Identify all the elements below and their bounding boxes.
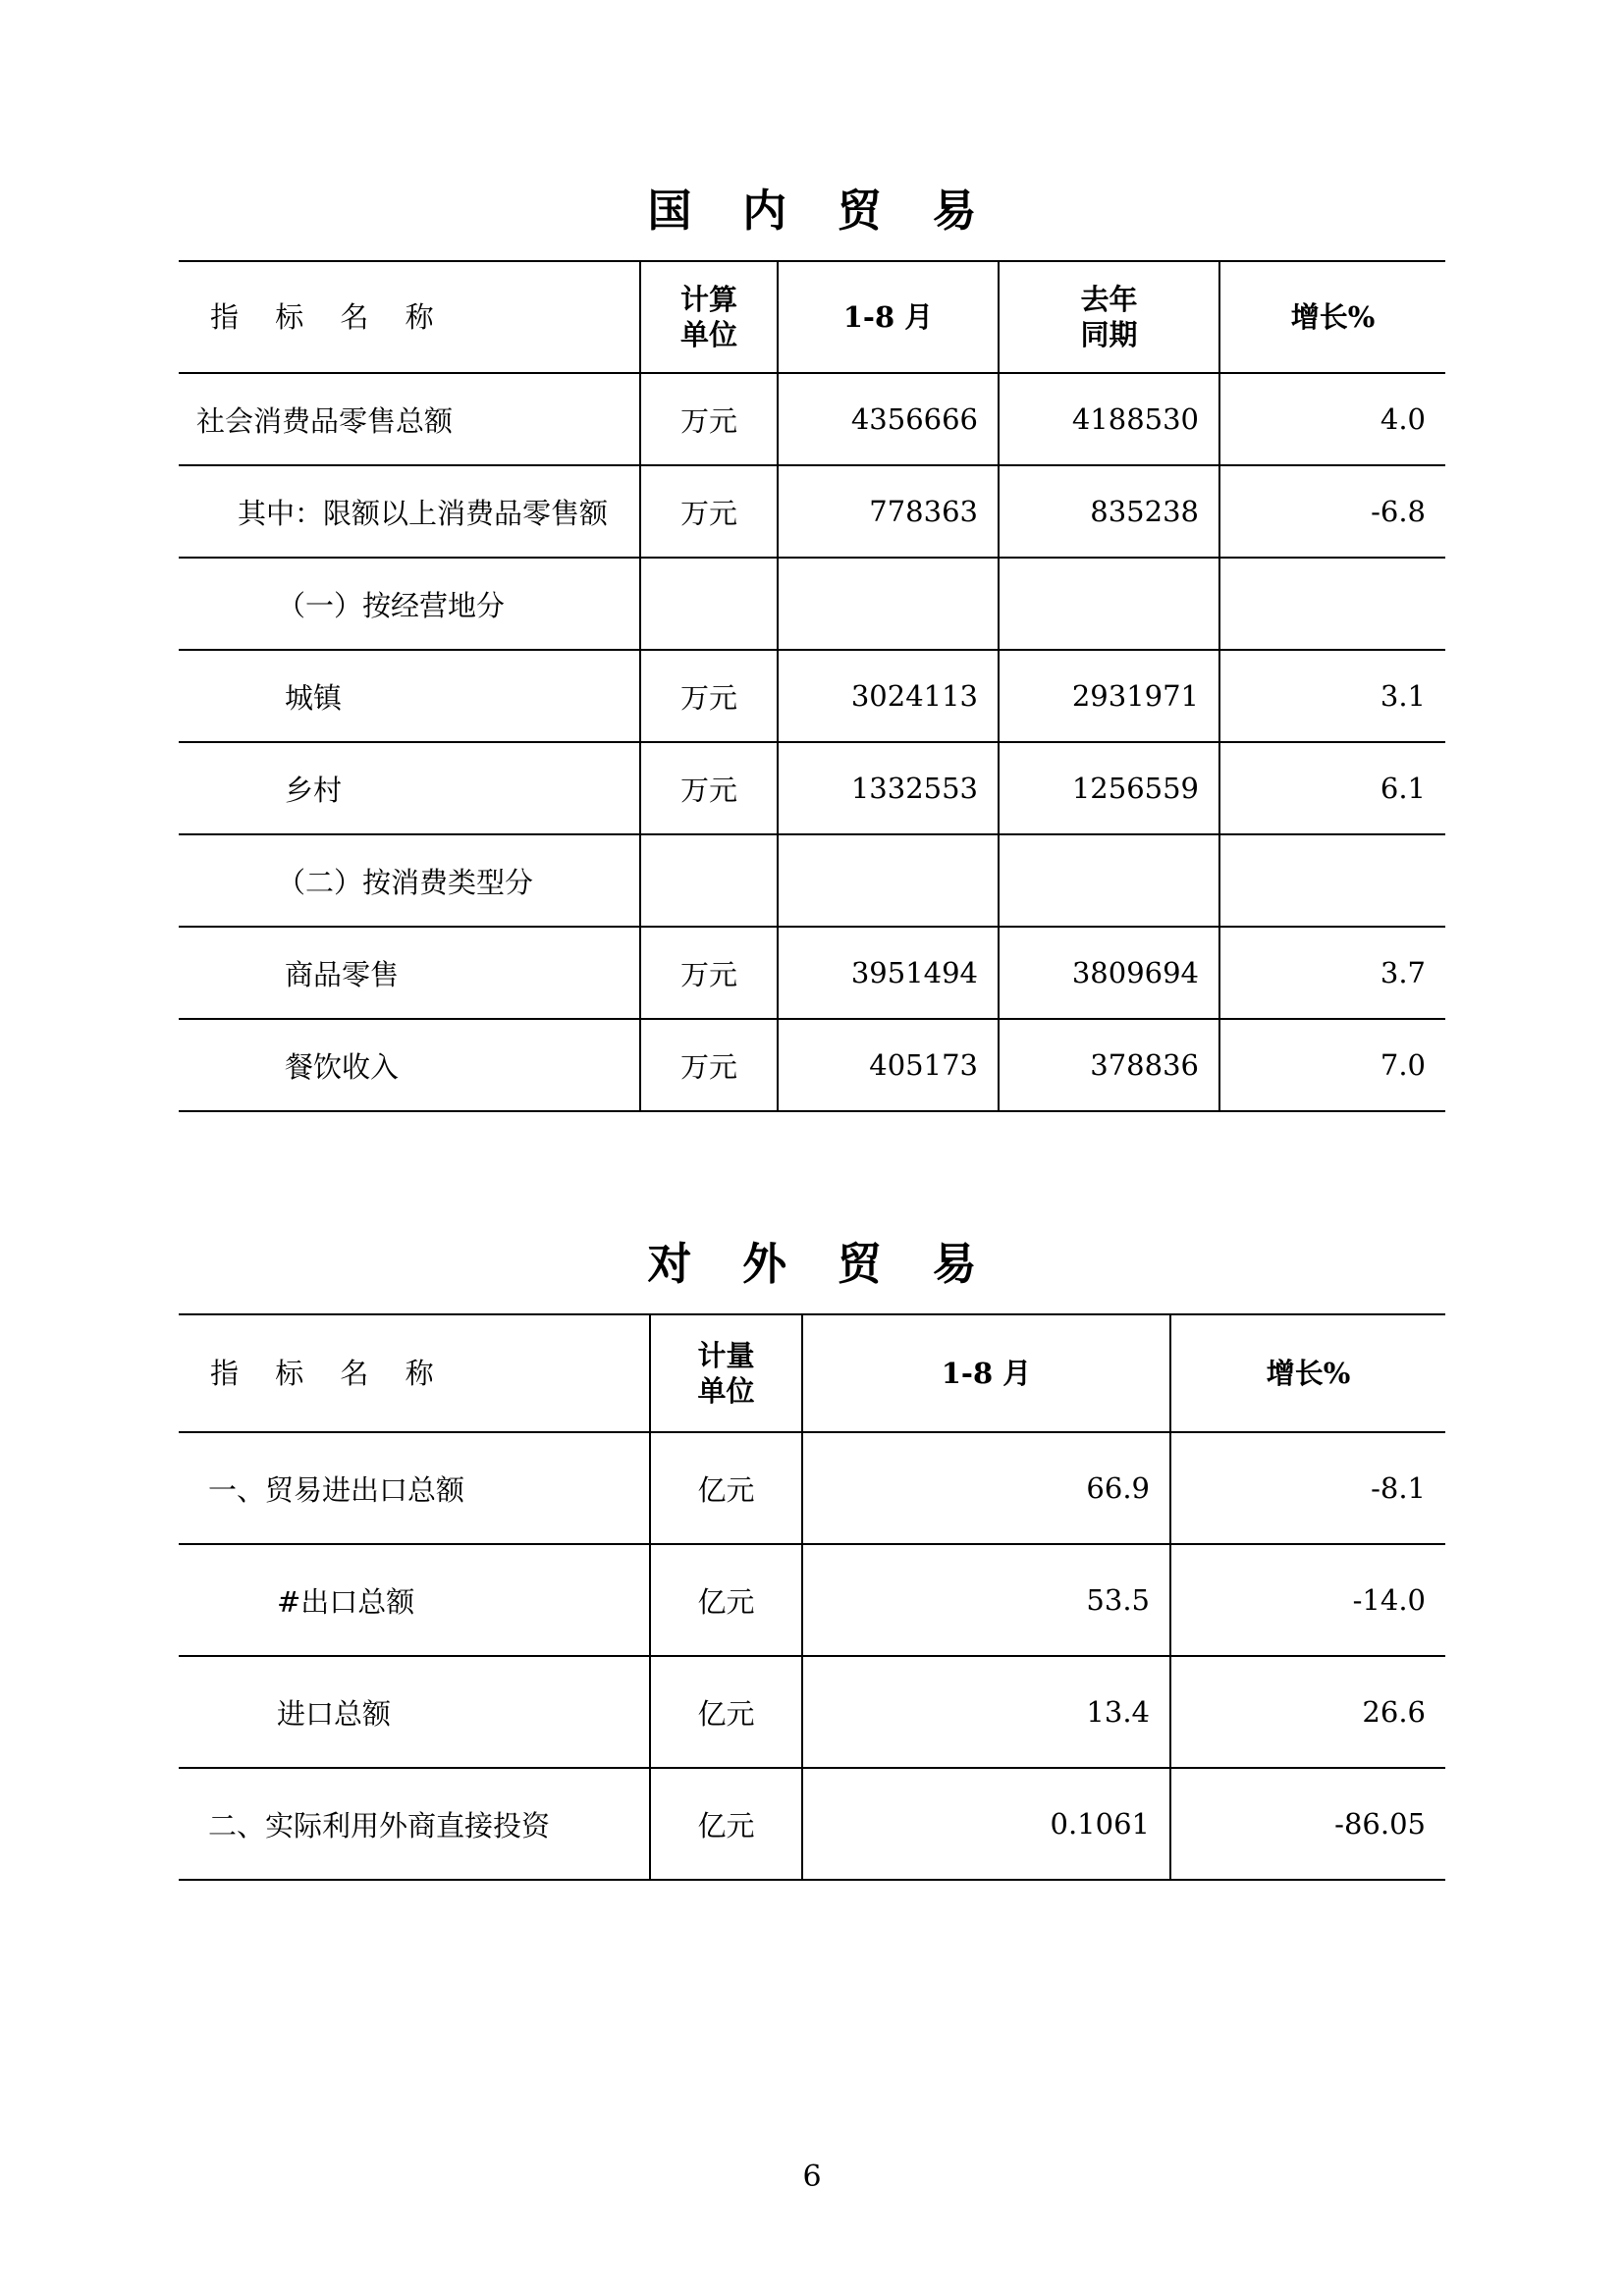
- row-period-value: 3024113: [778, 650, 999, 742]
- row-growth-value: 7.0: [1219, 1019, 1445, 1111]
- header-unit-line2: 单位: [679, 318, 737, 351]
- header-last-year-line2: 同期: [1080, 318, 1138, 351]
- row-growth-value: -14.0: [1170, 1544, 1445, 1656]
- row-unit: 万元: [640, 742, 778, 834]
- table-row: [179, 373, 1445, 465]
- row-growth-value: 26.6: [1170, 1656, 1445, 1768]
- row-period-value: 405173: [778, 1019, 999, 1111]
- section-domestic-trade: [179, 0, 1445, 1112]
- table-domestic-trade: [179, 260, 1445, 1112]
- row-unit: [640, 558, 778, 650]
- row-unit: 亿元: [650, 1768, 802, 1880]
- row-unit: 万元: [640, 927, 778, 1019]
- table-foreign-trade: [179, 1313, 1445, 1881]
- row-growth-value: 3.1: [1219, 650, 1445, 742]
- row-label: 进口总额: [179, 1656, 650, 1768]
- row-growth-value: [1219, 558, 1445, 650]
- row-label: 餐饮收入: [179, 1019, 640, 1111]
- row-label: （二）按消费类型分: [179, 834, 640, 927]
- row-lastyear-value: 1256559: [999, 742, 1219, 834]
- header-growth: 增长%: [1219, 261, 1445, 373]
- row-lastyear-value: 378836: [999, 1019, 1219, 1111]
- page-number: 6: [802, 2160, 822, 2194]
- row-lastyear-value: [999, 558, 1219, 650]
- row-period-value: 3951494: [778, 927, 999, 1019]
- row-period-value: 53.5: [802, 1544, 1170, 1656]
- row-label: 城镇: [179, 650, 640, 742]
- header-unit: [650, 1314, 802, 1432]
- header-unit-line1: 计算: [679, 282, 737, 316]
- table-row: [179, 742, 1445, 834]
- row-period-value: [778, 558, 999, 650]
- row-label: 商品零售: [179, 927, 640, 1019]
- table-row: [179, 1768, 1445, 1880]
- section-foreign-trade: [179, 1112, 1445, 1881]
- row-lastyear-value: 2931971: [999, 650, 1219, 742]
- row-growth-value: -86.05: [1170, 1768, 1445, 1880]
- row-unit: 亿元: [650, 1544, 802, 1656]
- row-growth-value: [1219, 834, 1445, 927]
- row-growth-value: -6.8: [1219, 465, 1445, 558]
- row-lastyear-value: 3809694: [999, 927, 1219, 1019]
- header-last-year-line1: 去年: [1080, 282, 1138, 316]
- row-unit: 亿元: [650, 1432, 802, 1544]
- row-growth-value: 3.7: [1219, 927, 1445, 1019]
- row-period-value: 4356666: [778, 373, 999, 465]
- section-title-foreign-trade: 对 外 贸 易: [647, 1238, 995, 1290]
- row-label: 社会消费品零售总额: [179, 373, 640, 465]
- table-row: [179, 465, 1445, 558]
- table-row: [179, 558, 1445, 650]
- row-period-value: 778363: [778, 465, 999, 558]
- row-period-value: 1332553: [778, 742, 999, 834]
- row-label: #出口总额: [179, 1544, 650, 1656]
- row-label: 二、实际利用外商直接投资: [179, 1768, 650, 1880]
- row-lastyear-value: 4188530: [999, 373, 1219, 465]
- row-label: 乡村: [179, 742, 640, 834]
- row-period-value: [778, 834, 999, 927]
- row-period-value: 0.1061: [802, 1768, 1170, 1880]
- section-title-domestic-trade: 国 内 贸 易: [647, 185, 995, 237]
- header-unit-line1: 计量: [697, 1338, 755, 1372]
- header-unit-line2: 单位: [697, 1374, 755, 1408]
- row-lastyear-value: [999, 834, 1219, 927]
- row-lastyear-value: 835238: [999, 465, 1219, 558]
- row-unit: [640, 834, 778, 927]
- row-unit: 万元: [640, 465, 778, 558]
- header-last-year: [999, 261, 1219, 373]
- header-period: 1-8 月: [778, 261, 999, 373]
- row-period-value: 13.4: [802, 1656, 1170, 1768]
- table-row: [179, 1544, 1445, 1656]
- row-label: 其中：限额以上消费品零售额: [179, 465, 640, 558]
- table-row: [179, 650, 1445, 742]
- row-growth-value: 6.1: [1219, 742, 1445, 834]
- row-label: （一）按经营地分: [179, 558, 640, 650]
- row-growth-value: 4.0: [1219, 373, 1445, 465]
- row-unit: 万元: [640, 373, 778, 465]
- row-unit: 万元: [640, 1019, 778, 1111]
- table-row: [179, 1019, 1445, 1111]
- table-row: [179, 927, 1445, 1019]
- header-period: 1-8 月: [802, 1314, 1170, 1432]
- table-row: [179, 1656, 1445, 1768]
- row-unit: 亿元: [650, 1656, 802, 1768]
- table-header-row: [179, 261, 1445, 373]
- row-period-value: 66.9: [802, 1432, 1170, 1544]
- header-indicator-name: 指 标 名 称: [179, 261, 640, 373]
- header-unit: [640, 261, 778, 373]
- row-growth-value: -8.1: [1170, 1432, 1445, 1544]
- header-growth: 增长%: [1170, 1314, 1445, 1432]
- row-unit: 万元: [640, 650, 778, 742]
- table-header-row: [179, 1314, 1445, 1432]
- header-indicator-name: 指 标 名 称: [179, 1314, 650, 1432]
- table-row: [179, 834, 1445, 927]
- row-label: 一、贸易进出口总额: [179, 1432, 650, 1544]
- table-row: [179, 1432, 1445, 1544]
